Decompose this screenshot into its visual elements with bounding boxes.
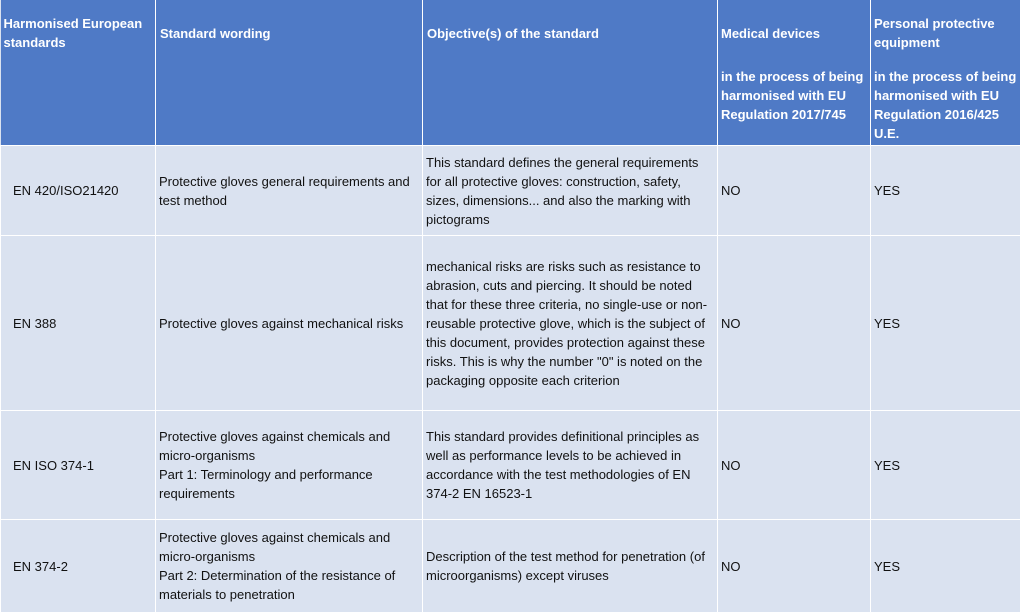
table-header [1,0,1020,146]
cell-wording [156,520,423,612]
header-medical-devices [718,0,871,146]
header-harmonised-standards [1,0,156,146]
cell-medical: NO [718,146,871,236]
table-row [1,236,1020,411]
header-sublabel: in the process of being harmonised with EU Regulation 2017/745 [721,69,864,122]
header-sublabel: in the process of being harmonised with EU Regulation 2016/425 U.E. [874,69,1017,141]
cell-standard: EN ISO 374-1 [1,411,156,520]
cell-standard: EN 420/ISO21420 [1,146,156,236]
cell-wording: Protective gloves against mechanical risks [156,236,423,411]
table-body [1,146,1020,612]
cell-wording [156,411,423,520]
header-row [1,0,1020,146]
cell-medical: NO [718,411,871,520]
cell-ppe: YES [871,411,1020,520]
header-label: Medical devices [721,26,820,41]
cell-medical: NO [718,236,871,411]
cell-objective: mechanical risks are risks such as resistance to abrasion, cuts and piercing. It should be noted that for these three criteria, no single-use or non-reusable protective glove, which is the subject of this document, provides protection against these risks. This is why the number "0" is noted on the packaging opposite each criterion [423,236,718,411]
header-label: Harmonised European standards [3,16,143,50]
table-row [1,146,1020,236]
cell-ppe: YES [871,236,1020,411]
table-row [1,520,1020,612]
wording-part: Part 1: Terminology and performance requirements [159,467,373,501]
wording-part: Part 2: Determination of the resistance of materials to penetration [159,568,396,602]
header-ppe [871,0,1020,146]
header-label: Standard wording [160,26,271,41]
table-row [1,411,1020,520]
header-label: Personal protective equipment [874,16,995,50]
wording-title: Protective gloves against chemicals and micro-organisms [159,530,391,564]
cell-objective: This standard defines the general requirements for all protective gloves: construction, safety, sizes, dimensions... and also the marking with pictograms [423,146,718,236]
cell-objective: Description of the test method for penetration (of microorganisms) except viruses [423,520,718,612]
cell-wording: Protective gloves general requirements and test method [156,146,423,236]
cell-standard: EN 374-2 [1,520,156,612]
header-objectives [423,0,718,146]
cell-ppe: YES [871,146,1020,236]
cell-objective: This standard provides definitional principles as well as performance levels to be achieved in accordance with the test methodologies of EN 374-2 EN 16523-1 [423,411,718,520]
cell-medical: NO [718,520,871,612]
header-standard-wording [156,0,423,146]
cell-standard: EN 388 [1,236,156,411]
wording-title: Protective gloves against chemicals and micro-organisms [159,429,391,463]
cell-ppe: YES [871,520,1020,612]
header-label: Objective(s) of the standard [427,26,599,41]
